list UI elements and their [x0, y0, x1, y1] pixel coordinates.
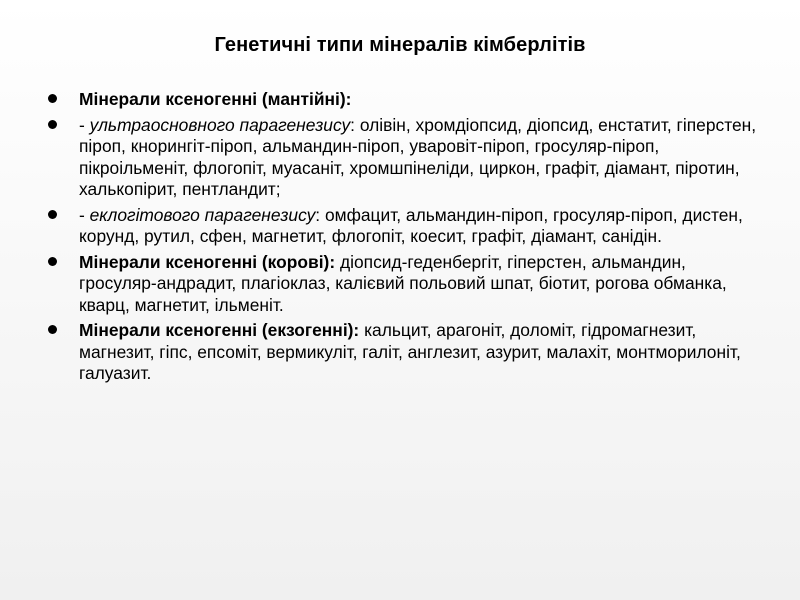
slide-title: Генетичні типи мінералів кімберлітів [214, 34, 586, 56]
list-item-ultrabasic [48, 115, 758, 201]
mineral-list [48, 89, 758, 389]
list-item-eclogite [48, 205, 758, 248]
item-bold-text: Мінерали ксеногенні (екзогенні): [79, 320, 360, 340]
item-prefix: - [79, 204, 90, 225]
item-italic-text: еклогітового парагенезису [89, 204, 316, 225]
item-rest-text: кальцит, арагоніт, доломіт, гідромагнезит, магнезит, гіпс, епсоміт, вермикуліт, галіт, англезит, азурит, малахіт, монтморилоніт, галуазит. [79, 320, 741, 383]
list-item-exogenous [48, 320, 758, 385]
item-prefix: - [79, 114, 90, 135]
bullet-icon [48, 325, 57, 334]
item-bold-text: Мінерали ксеногенні (корові): [79, 251, 336, 272]
bullet-icon [48, 94, 57, 103]
list-item-mantle-heading [48, 89, 758, 111]
item-rest-text: : олівін, хромдіопсид, діопсид, енстатит, гіперстен, піроп, кнорингіт-піроп, альмандин-піроп, уваровіт-піроп, гросуляр-піроп, пікроільменіт, флогопіт, муасаніт, хромшпінеліди, циркон, графіт, діамант, піротин, халькопірит, пентландит; [79, 114, 757, 199]
bullet-icon [48, 120, 57, 129]
item-bold-text: Мінерали ксеногенні (мантійні): [79, 89, 352, 109]
bullet-icon [48, 257, 57, 266]
item-italic-text: ультраосновного парагенезису [89, 114, 351, 135]
item-rest-text: : омфацит, альмандин-піроп, гросуляр-піроп, дистен, корунд, рутил, сфен, магнетит, флогопіт, коесит, графіт, діамант, санідін. [79, 204, 743, 246]
bullet-icon [48, 210, 57, 219]
item-rest-text: діопсид-геденбергіт, гіперстен, альмандин, гросуляр-андрадит, плагіоклаз, калієвий польовий шпат, біотит, рогова обманка, кварц, магнетит, ільменіт. [79, 251, 727, 315]
list-item-crustal [48, 252, 758, 317]
